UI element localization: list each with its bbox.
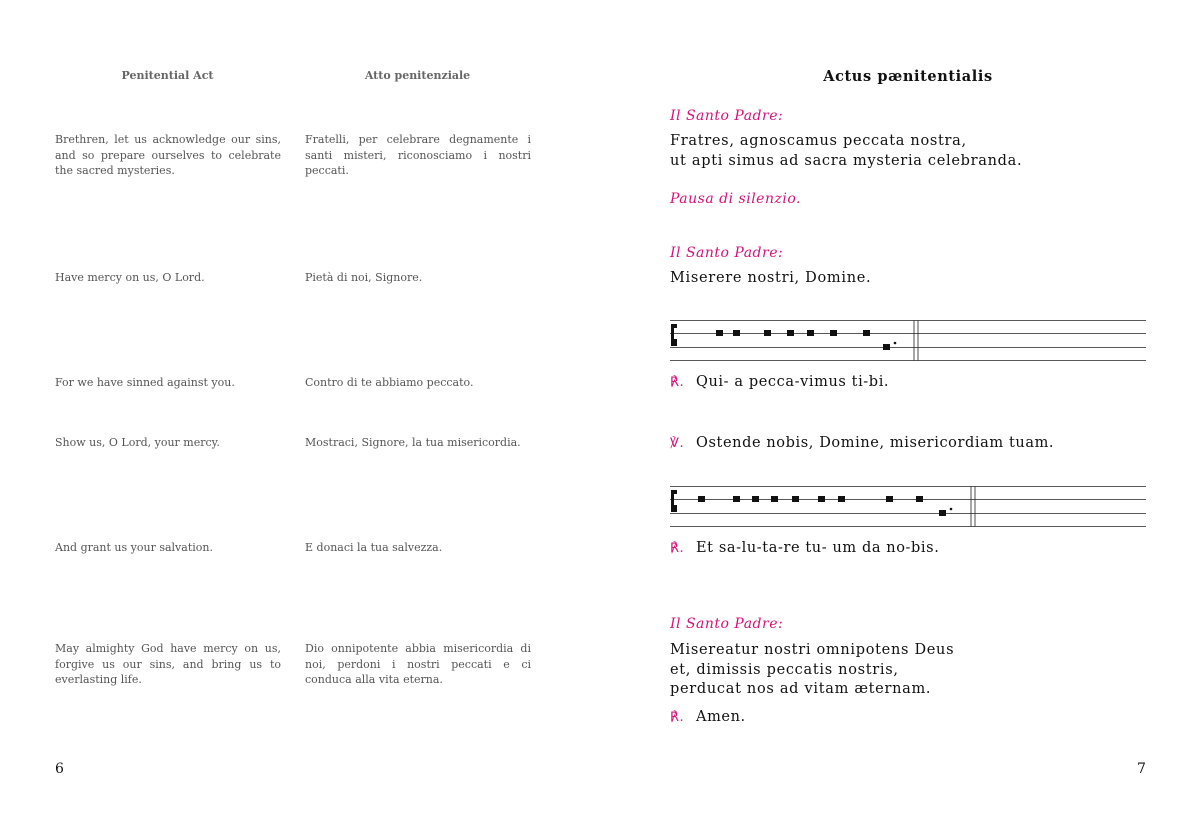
response-1 (670, 374, 889, 390)
latin-absolution-line-2: et, dimissis peccatis nostris, (670, 662, 899, 678)
page-title: Actus pænitentialis (823, 68, 993, 85)
versicle-symbol: ℣. (670, 436, 685, 451)
english-row-4: Show us, O Lord, your mercy. (55, 436, 220, 449)
latin-invitation-line-1: Fratres, agnoscamus peccata nostra, (670, 133, 967, 149)
italian-row-3: Contro di te abbiamo peccato. (305, 376, 474, 389)
response-2-text: Et sa-lu-ta-re tu- um da no-bis. (696, 540, 940, 556)
italian-column-header: Atto penitenziale (364, 69, 471, 82)
response-2 (670, 540, 939, 556)
latin-miserere: Miserere nostri, Domine. (670, 270, 872, 286)
italian-row-5: E donaci la tua salvezza. (305, 541, 443, 554)
versicle-1 (670, 435, 1054, 451)
rubric-pause: Pausa di silenzio. (670, 191, 801, 207)
english-row-6: May almighty God have mercy on us, forgive us our sins, and bring us to everlasting life. (55, 642, 281, 686)
english-column-header: Penitential Act (121, 69, 214, 82)
right-page-number: 7 (1137, 761, 1146, 777)
response-amen (670, 709, 746, 725)
latin-invitation-line-2: ut apti simus ad sacra mysteria celebranda. (670, 153, 1023, 169)
latin-absolution-line-1: Misereatur nostri omnipotens Deus (670, 642, 955, 658)
versicle-1-text: Ostende nobis, Domine, misericordiam tuam. (696, 435, 1055, 451)
response-1-text: Qui- a pecca-vimus ti-bi. (696, 374, 890, 390)
response-symbol: ℟. (670, 541, 685, 556)
latin-absolution-line-3: perducat nos ad vitam æternam. (670, 681, 932, 697)
english-row-2: Have mercy on us, O Lord. (55, 271, 205, 284)
response-symbol: ℟. (670, 375, 685, 390)
italian-row-6: Dio onnipotente abbia misericordia di noi, perdoni i nostri peccati e ci conduca alla vita eterna. (305, 642, 531, 686)
english-row-5: And grant us your salvation. (55, 541, 213, 554)
left-page-number: 6 (55, 761, 64, 777)
english-row-1: Brethren, let us acknowledge our sins, and so prepare ourselves to celebrate the sacred mysteries. (55, 133, 281, 177)
italian-row-2: Pietà di noi, Signore. (305, 271, 423, 284)
english-row-3: For we have sinned against you. (55, 376, 235, 389)
italian-row-1: Fratelli, per celebrare degnamente i santi misteri, riconosciamo i nostri peccati. (305, 133, 531, 177)
rubric-santo-padre-3: Il Santo Padre: (670, 616, 784, 632)
rubric-santo-padre-2: Il Santo Padre: (670, 245, 784, 261)
rubric-santo-padre-1: Il Santo Padre: (670, 108, 784, 124)
response-amen-text: Amen. (696, 709, 746, 725)
italian-row-4: Mostraci, Signore, la tua misericordia. (305, 436, 521, 449)
chant-staff-1 (670, 319, 1146, 363)
response-symbol: ℟. (670, 710, 685, 725)
chant-staff-2 (670, 485, 1146, 529)
